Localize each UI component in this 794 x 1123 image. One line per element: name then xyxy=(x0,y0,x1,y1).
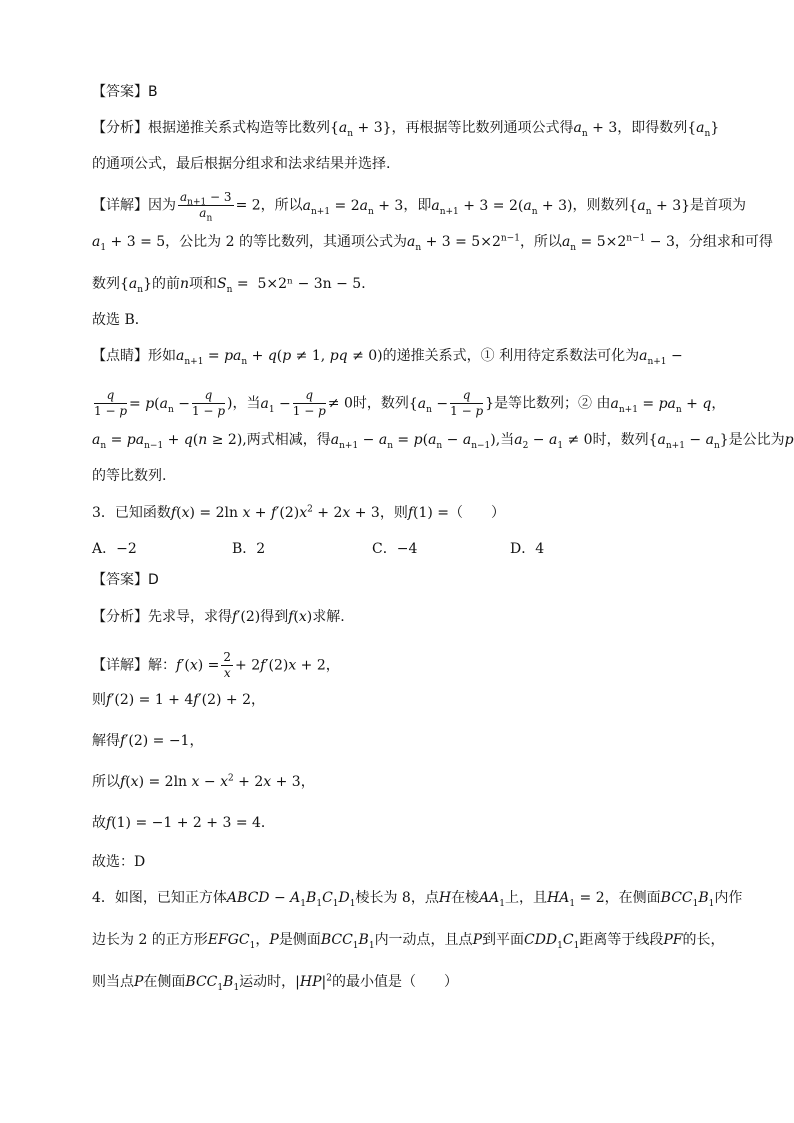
text: 在侧面 xyxy=(143,974,186,990)
text: ，所以 xyxy=(260,197,303,214)
q2-analysis-line2 xyxy=(92,154,390,174)
text: 内一动点，且点 xyxy=(374,932,473,948)
formula: $|HP|^2$ xyxy=(295,973,332,990)
formula: $AA_1$ xyxy=(479,890,506,909)
formula: f(1) = −1 + 2 + 3 = 4． xyxy=(106,815,275,831)
q2-detail-tag: 【详解】 xyxy=(92,197,148,214)
text: 故 xyxy=(92,815,106,831)
text: 的最小值是（ ） xyxy=(331,974,458,990)
text: 的递推关系式，① 利用待定系数法可化为 xyxy=(382,348,640,364)
text: 是首项为 xyxy=(690,197,747,214)
formula: $S_n$ = xyxy=(217,276,258,295)
formula: f(1) = xyxy=(407,505,450,521)
text: ． xyxy=(361,276,376,292)
q3-detail-line1 xyxy=(92,650,340,681)
text: 数列 xyxy=(92,276,120,292)
formula: $a_{n+1} = pa_n + q(p \ne 1$, pq ≠ 0) xyxy=(176,348,383,367)
q2-detail-line1 xyxy=(92,190,747,224)
text: 距离等于线段 xyxy=(579,932,664,948)
q2-analysis-tag: 【分析】 xyxy=(92,120,148,136)
formula: $a_1$ − xyxy=(260,395,291,415)
q2-comment-line4 xyxy=(92,466,166,486)
text: 形如 xyxy=(148,348,176,364)
formula: ) xyxy=(227,395,233,412)
formula: $HA_1 = 2$ xyxy=(547,890,605,909)
formula: $BCC_1B_1$ xyxy=(320,932,375,951)
q3-detail-line2 xyxy=(92,690,265,710)
formula: $a_{n+1} - a_n = p(a_n - a_{n-1})$, xyxy=(330,432,501,451)
fraction: $\frac{q}{1 - p}$ xyxy=(292,388,326,418)
q4-line3 xyxy=(92,972,458,992)
text: ，再根据等比数列通项公式得 xyxy=(391,120,574,136)
variable: PF xyxy=(663,932,683,948)
variable: P xyxy=(472,932,482,948)
formula: + 2f′(2)x + 2， xyxy=(235,657,340,674)
text: ，则 xyxy=(379,505,408,521)
variable: p xyxy=(784,432,794,448)
q2-comment-line3 xyxy=(92,430,794,450)
text: ，即 xyxy=(403,197,432,214)
formula: } xyxy=(485,395,495,412)
option-c: C．−4 xyxy=(372,541,418,557)
formula: {$a_n$ − xyxy=(408,395,449,415)
q2-comment-tag: 【点睛】 xyxy=(92,348,148,364)
text: 项和 xyxy=(189,276,218,292)
formula: $\{a_n\}$ xyxy=(120,276,152,295)
formula: f′(x) = xyxy=(176,657,220,674)
text: ，即得数列 xyxy=(617,120,688,136)
formula: $a_{n+1} = 2a_n + 3$ xyxy=(302,197,404,217)
q3-answer xyxy=(92,570,159,590)
variable: H xyxy=(438,890,452,906)
formula: $a_n + 3 = 5\times 2^{n-1}$ xyxy=(406,233,520,253)
text: 运动时， xyxy=(239,974,296,990)
formula: $a_2 - a_1 \ne 0$ xyxy=(514,432,593,451)
text: 先求导，求得 xyxy=(148,609,232,625)
text: 解： xyxy=(148,657,176,674)
q3-detail-tag: 【详解】 xyxy=(92,657,148,674)
option-d: D．4 xyxy=(510,541,545,557)
q2-comment-line2 xyxy=(92,388,725,419)
text: ，则数列 xyxy=(572,197,629,214)
text: 棱长为 8，点 xyxy=(355,890,439,906)
text: 在棱 xyxy=(451,890,480,906)
text: 时，数列 xyxy=(592,432,649,448)
formula: $BCC_1B_1$ xyxy=(660,890,715,909)
fraction: $\frac{a_{n+1} - 3}{a_n}$ xyxy=(180,190,232,224)
text: 根据递推关系式构造等比数列 xyxy=(148,120,330,136)
formula: $a_{n+1} = pa_n + q$， xyxy=(610,395,726,415)
formula: $a_n = pa_{n-1} + q(n \ge 2)$, xyxy=(92,432,247,451)
fraction: $\frac{2}{x}$ xyxy=(223,650,232,680)
text: ，所以 xyxy=(519,234,562,250)
formula: f(x) = 2ln $x - x^2 + 2x + 3$， xyxy=(120,773,315,790)
fraction: $\frac{q}{1 - p}$ xyxy=(94,388,128,418)
text: 故选 B． xyxy=(92,312,149,328)
text: 边长为 2 的正方形 xyxy=(92,932,208,948)
text: ，公比为 2 的等比数列，其通项公式为 xyxy=(165,234,407,250)
text: 上，且 xyxy=(505,890,548,906)
text: 是公比为 xyxy=(728,432,785,448)
text: ，在侧面 xyxy=(604,890,661,906)
text: 内作 xyxy=(714,890,743,906)
text: 的通项公式，最后根据分组求和法求结果并选择. xyxy=(92,156,391,172)
text: 的等比数列. xyxy=(92,468,167,484)
formula: $CDD_1C_1$ xyxy=(523,932,580,951)
formula: f(x) xyxy=(288,609,313,625)
formula: f′(2) xyxy=(232,609,261,625)
text: 是等比数列；② 由 xyxy=(494,395,611,412)
text: 解得 xyxy=(92,733,120,749)
formula: ABCD − $A_1B_1C_1D_1$ xyxy=(226,890,356,909)
formula: $a_1 + 3 = 5$ xyxy=(92,234,166,253)
q3-analysis-tag: 【分析】 xyxy=(92,609,148,625)
formula: $a_n + 3$ xyxy=(573,120,618,139)
q4-line2 xyxy=(92,930,724,950)
text: 的前 xyxy=(152,276,180,292)
formula: $a_{n+1} + 3 = 2(a_n + 3)$ xyxy=(431,197,573,217)
formula: $\{a_n + 3\}$ xyxy=(330,120,392,139)
q4-line1 xyxy=(92,888,742,908)
fraction: $\frac{q}{1 - p}$ xyxy=(191,388,225,418)
formula: $a_{n+1}$ − xyxy=(639,348,683,367)
q2-answer xyxy=(92,82,158,102)
formula: = 2 xyxy=(235,197,261,214)
text: 当 xyxy=(500,432,515,448)
text: ，分组求和可得 xyxy=(674,234,773,250)
text: 到平面 xyxy=(481,932,524,948)
formula: f(x) = 2ln $x + f'(2)x^2 + 2x + 3$ xyxy=(170,504,380,521)
q3-options xyxy=(92,539,712,559)
sum-formula: 5×2ⁿ − 3n − 5 xyxy=(257,276,362,292)
q3-answer-label: 【答案】D xyxy=(92,572,159,588)
q2-analysis-line1 xyxy=(92,118,719,138)
text: 所以 xyxy=(92,774,120,790)
q2-detail-line3 xyxy=(92,274,375,294)
variable: P xyxy=(269,932,279,948)
q3-detail-line5 xyxy=(92,813,275,833)
variable: n xyxy=(180,276,190,292)
formula: f′(2) = 1 + 4f′(2) + 2， xyxy=(106,692,266,708)
q3-analysis xyxy=(92,607,345,627)
q2-answer-label: 【答案】B xyxy=(92,84,158,100)
formula: $BCC_1B_1$ xyxy=(185,974,240,993)
text: （ ） xyxy=(449,505,506,521)
text: 得到 xyxy=(260,609,289,625)
q3-detail-line4 xyxy=(92,772,315,792)
formula: f′(2) = −1， xyxy=(120,733,204,749)
text: 时，数列 xyxy=(352,395,409,412)
option-b: B．2 xyxy=(232,541,266,557)
q3-detail-line3 xyxy=(92,731,203,751)
formula: $\{a_n + 3\}$ xyxy=(628,197,691,217)
formula: ≠ 0 xyxy=(327,395,353,412)
text: 两式相减，得 xyxy=(246,432,331,448)
text: 则 xyxy=(92,692,106,708)
formula: $a_n = 5\times 2^{n-1} - 3$ xyxy=(561,233,675,253)
q2-comment-line1 xyxy=(92,346,683,366)
q2-conclusion xyxy=(92,310,149,330)
text: ， xyxy=(255,932,270,948)
text: 4．如图，已知正方体 xyxy=(92,890,227,906)
formula: $EFGC_1$ xyxy=(207,932,256,951)
text: ，当 xyxy=(232,395,261,412)
formula: $\{a_{n+1} - a_n\}$ xyxy=(648,432,729,451)
fraction: $\frac{q}{1 - p}$ xyxy=(450,388,484,418)
text: 则当点 xyxy=(92,974,134,990)
text: 的长， xyxy=(682,932,725,948)
text: 因为 xyxy=(148,197,176,214)
q3-stem xyxy=(92,503,505,523)
text: 求解. xyxy=(312,609,345,625)
text: 故选：D xyxy=(92,854,146,870)
q2-detail-line2 xyxy=(92,232,773,252)
text: 是侧面 xyxy=(278,932,321,948)
variable: P xyxy=(134,974,144,990)
q3-conclusion xyxy=(92,852,145,872)
text: 3．已知函数 xyxy=(92,505,171,521)
formula: $\{a_n\}$ xyxy=(687,120,720,139)
option-a: A．−2 xyxy=(92,541,137,557)
formula: = $p(a_n$ − xyxy=(129,395,190,415)
